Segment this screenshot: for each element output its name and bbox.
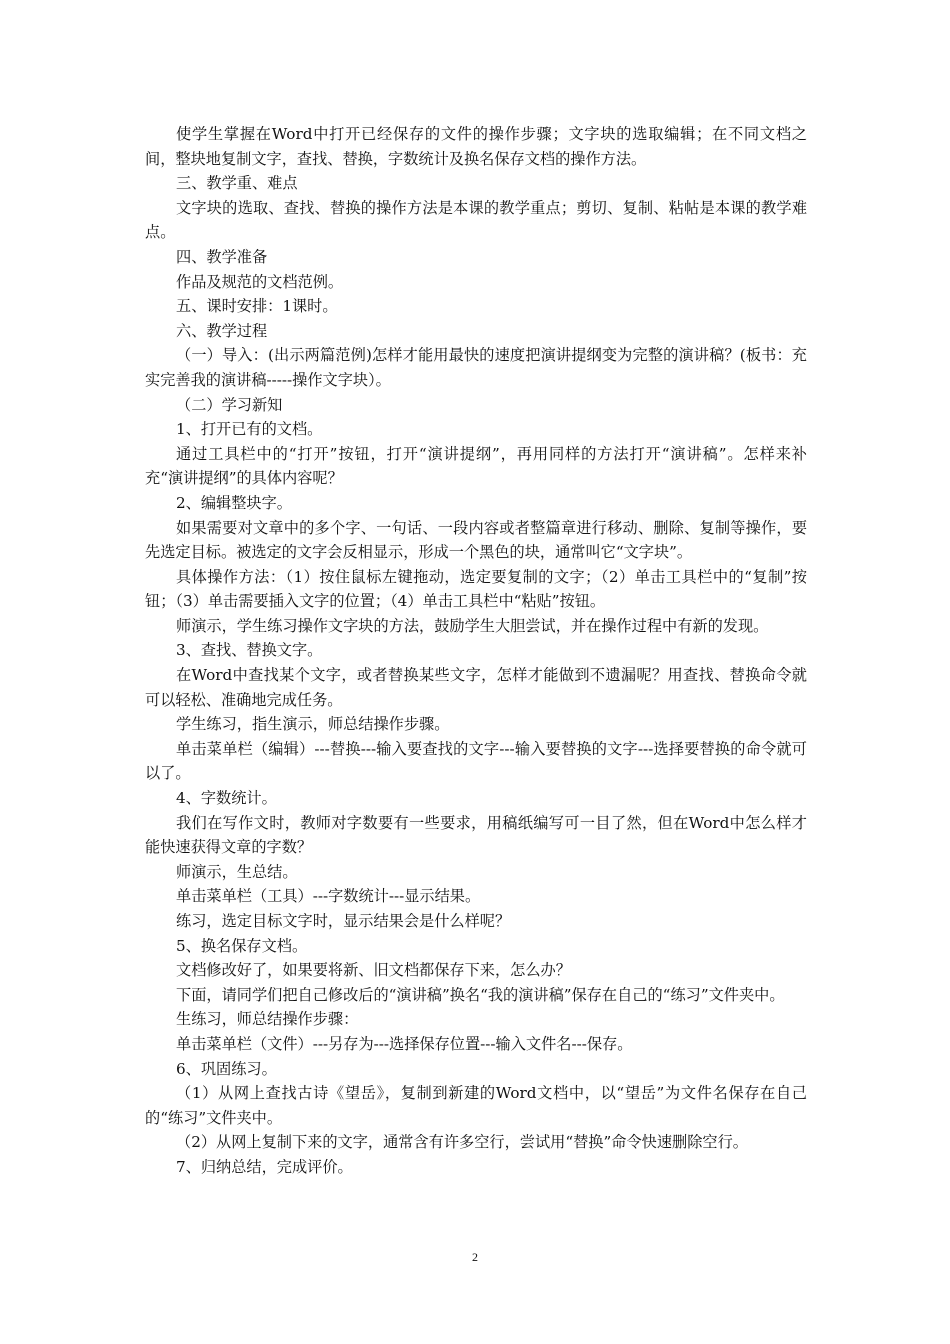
heading-process: 六、教学过程	[176, 321, 268, 340]
paragraph-student-practice: 学生练习，指生演示，师总结操作步骤。	[176, 715, 450, 734]
paragraph-save-question: 文档修改好了，如果要将新、旧文档都保存下来，怎么办？	[176, 961, 571, 980]
step-summary: 7、归纳总结，完成评价。	[176, 1157, 353, 1176]
step-open-document: 1、打开已有的文档。	[176, 420, 323, 439]
paragraph-teacher-demo: 师演示，学生练习操作文字块的方法，鼓励学生大胆尝试，并在操作过程中有新的发现。	[176, 616, 769, 635]
practice-item-2: （2）从网上复制下来的文字，通常含有许多空行，尝试用“替换”命令快速删除空行。	[176, 1133, 748, 1152]
paragraph-save-steps: 单击菜单栏（文件）---另存为---选择保存位置---输入文件名---保存。	[176, 1034, 633, 1053]
heading-key-points: 三、教学重、难点	[176, 174, 298, 193]
paragraph-word-count: 我们在写作文时，教师对字数要有一些要求，用稿纸编写可一目了然，但在Word中怎么样才能快速获得文章的字数？	[145, 813, 807, 857]
paragraph-copy-method: 具体操作方法：（1）按住鼠标左键拖动，选定要复制的文字；（2）单击工具栏中的“复制”按钮；（3）单击需要插入文字的位置；（4）单击工具栏中“粘贴”按钮。	[145, 567, 807, 611]
step-save-as: 5、换名保存文档。	[176, 936, 308, 955]
paragraph-word-count-demo: 师演示，生总结。	[176, 862, 298, 881]
heading-new-knowledge: （二）学习新知	[176, 395, 283, 414]
paragraph-edit-block: 如果需要对文章中的多个字、一句话、一段内容或者整篇章进行移动、删除、复制等操作，要先选定目标。被选定的文字会反相显示，形成一个黑色的块，通常叫它“文字块”。	[145, 518, 807, 562]
paragraph-introduction: （一）导入：(出示两篇范例)怎样才能用最快的速度把演讲提纲变为完整的演讲稿？(板书：充实完善我的演讲稿-----操作文字块）。	[145, 346, 807, 389]
heading-preparation: 四、教学准备	[176, 247, 268, 266]
step-practice: 6、巩固练习。	[176, 1059, 277, 1078]
paragraph-key-points: 文字块的选取、查找、替换的操作方法是本课的教学重点；剪切、复制、粘帖是本课的教学难点。	[145, 198, 807, 242]
heading-schedule: 五、课时安排：1课时。	[176, 297, 338, 316]
paragraph-open-document: 通过工具栏中的“打开”按钮，打开“演讲提纲”，再用同样的方法打开“演讲稿”。怎样来补充“演讲提纲”的具体内容呢？	[145, 444, 807, 488]
paragraph-save-practice: 生练习，师总结操作步骤：	[176, 1010, 359, 1029]
document-body	[145, 122, 807, 1180]
paragraph-word-count-practice: 练习，选定目标文字时，显示结果会是什么样呢？	[176, 912, 511, 930]
step-edit-block: 2、编辑整块字。	[176, 493, 292, 512]
paragraph-find-replace: 在Word中查找某个文字，或者替换某些文字，怎样才能做到不遗漏呢？用查找、替换命令就可以轻松、准确地完成任务。	[145, 666, 807, 709]
step-word-count: 4、字数统计。	[176, 789, 277, 808]
practice-item-1: （1）从网上查找古诗《望岳》，复制到新建的Word文档中，以“望岳”为文件名保存在自己的“练习”文件夹中。	[145, 1084, 807, 1127]
paragraph-objectives: 使学生掌握在Word中打开已经保存的文件的操作步骤；文字块的选取编辑；在不同文档之间，整块地复制文字，查找、替换，字数统计及换名保存文档的操作方法。	[145, 125, 807, 168]
paragraph-save-instruction: 下面，请同学们把自己修改后的“演讲稿”换名“我的演讲稿”保存在自己的“练习”文件夹中。	[176, 985, 785, 1004]
paragraph-word-count-steps: 单击菜单栏（工具）---字数统计---显示结果。	[176, 887, 481, 906]
step-find-replace: 3、查找、替换文字。	[176, 641, 323, 660]
paragraph-replace-steps: 单击菜单栏（编辑）---替换---输入要查找的文字---输入要替换的文字---选择要替换的命令就可以了。	[145, 739, 807, 783]
paragraph-preparation: 作品及规范的文档范例。	[176, 272, 344, 291]
page-number: 2	[472, 1250, 478, 1264]
